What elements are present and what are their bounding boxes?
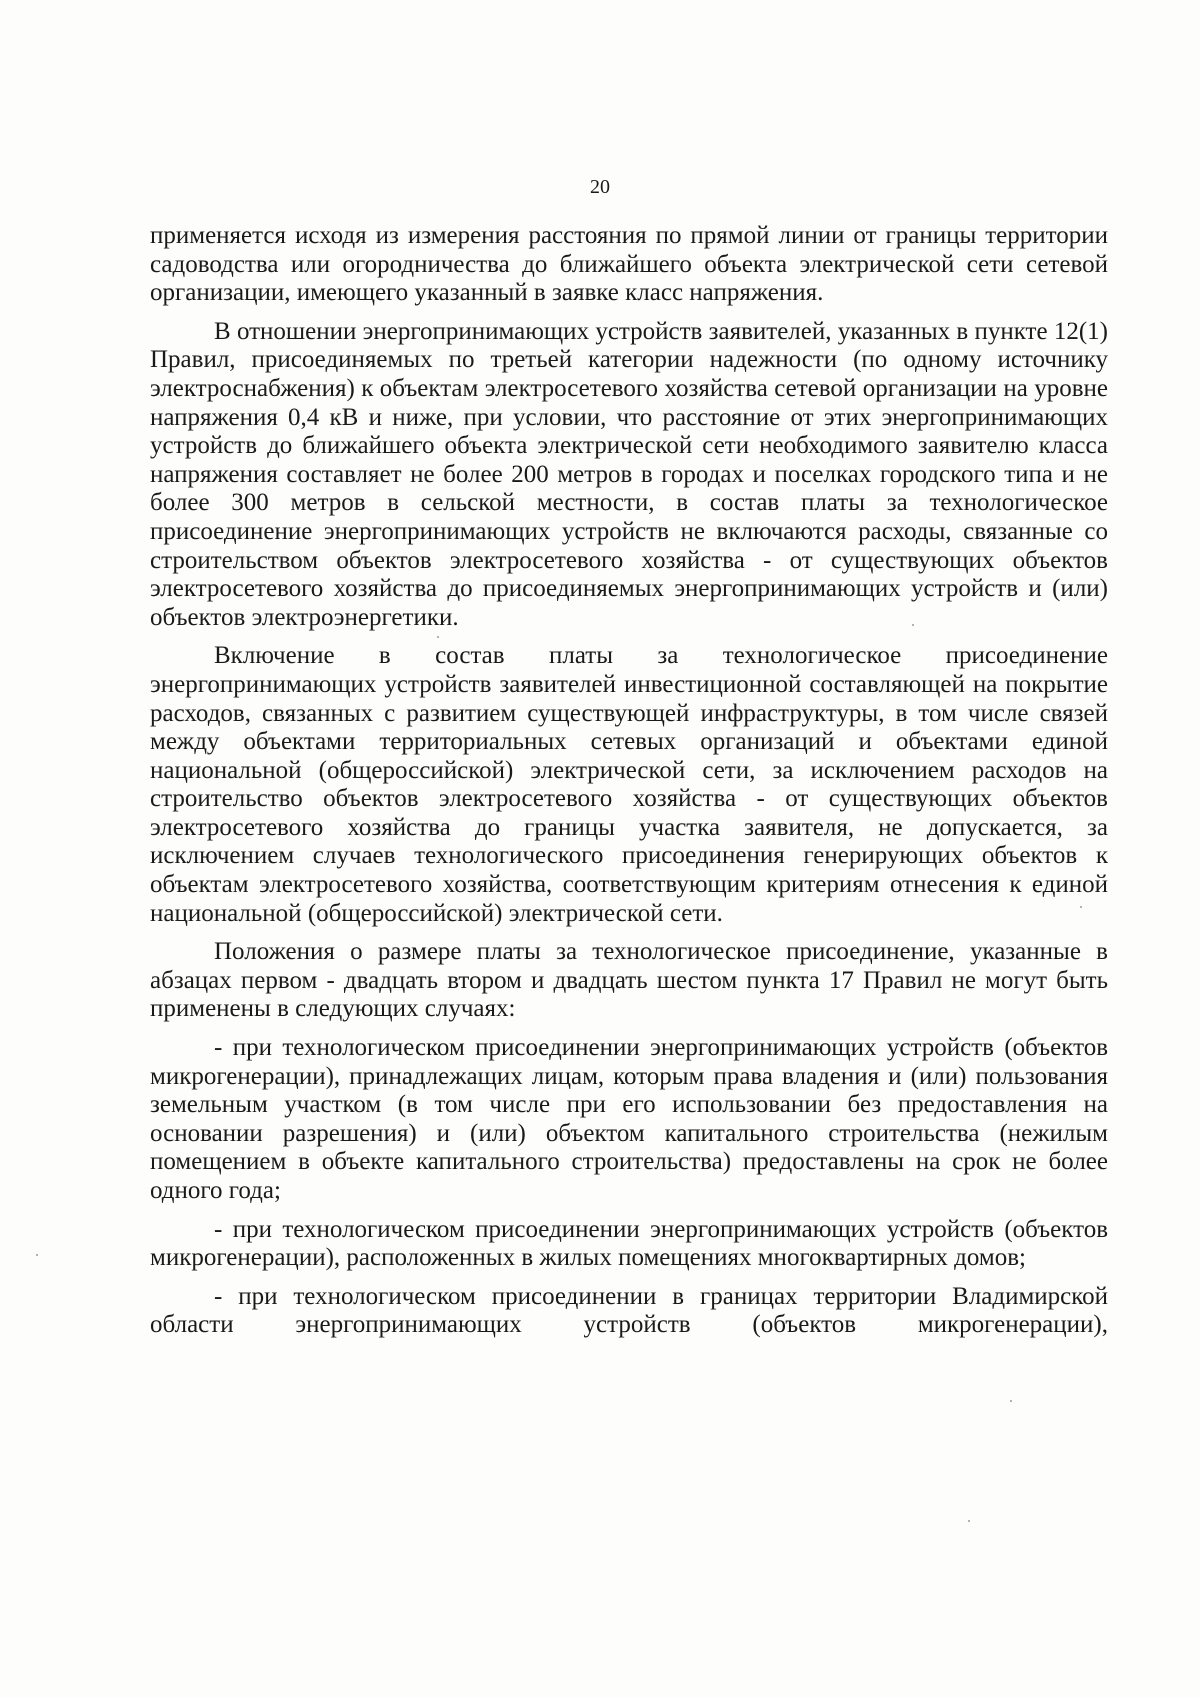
document-body — [150, 222, 1108, 1350]
scan-speck — [912, 624, 914, 626]
paragraph-tariff-exemption: В отношении энергопринимающих устройств заявителей, указанных в пункте 12(1) Правил, присоединяемых по третьей категории надежности (по одному источнику электроснабжения) к объектам электросетевого хозяйства сетевой организации на уровне напряжения 0,4 кВ и ниже, при условии, что расстояние от этих энергопринимающих устройств до ближайшего объекта электрической сети необходимого заявителю класса напряжения составляет не более 200 метров в городах и поселках городского типа и не более 300 метров в сельской местности, в состав платы за технологическое присоединение энергопринимающих устройств не включаются расходы, связанные со строительством объектов электросетевого хозяйства - от существующих объектов электросетевого хозяйства до присоединяемых энергопринимающих устройств и (или) объектов электроэнергетики. — [150, 317, 1108, 631]
scan-speck — [437, 636, 439, 638]
scan-speck — [968, 1520, 970, 1522]
paragraph-continuation: применяется исходя из измерения расстояния по прямой линии от границы территории садоводства или огородничества до ближайшего объекта электрической сети сетевой организации, имеющего указанный в заявке класс напряжения. — [150, 222, 1108, 307]
page-number: 20 — [590, 176, 610, 198]
scan-speck — [1010, 1400, 1012, 1402]
scan-speck — [1080, 906, 1082, 908]
paragraph-investment-component: Включение в состав платы за технологическое присоединение энергопринимающих устройств заявителей инвестиционной составляющей на покрытие расходов, связанных с развитием существующей инфраструктуры, в том числе связей между объектами территориальных сетевых организаций и объектами единой национальной (общероссийской) электрической сети, за исключением расходов на строительство объектов электросетевого хозяйства - от существующих объектов электросетевого хозяйства до границы участка заявителя, не допускается, за исключением случаев технологического присоединения генерирующих объектов к объектам электросетевого хозяйства, соответствующим критериям отнесения к единой национальной (общероссийской) электрической сети. — [150, 642, 1108, 927]
scan-speck — [36, 1254, 38, 1256]
paragraph-fee-provisions: Положения о размере платы за технологическое присоединение, указанные в абзацах первом - двадцать втором и двадцать шестом пункта 17 Правил не могут быть применены в следующих случаях: — [150, 938, 1108, 1023]
list-item-apartment-buildings: - при технологическом присоединении энергопринимающих устройств (объектов микрогенерации), расположенных в жилых помещениях многоквартирных домов; — [150, 1215, 1108, 1272]
list-item-short-term-use: - при технологическом присоединении энергопринимающих устройств (объектов микрогенерации), принадлежащих лицам, которым права владения и (или) пользования земельным участком (в том числе при его использовании без предоставления на основании разрешения) и (или) объектом капитального строительства (нежилым помещением в объекте капитального строительства) предоставлены на срок не более одного года; — [150, 1034, 1108, 1204]
list-item-vladimir-region: - при технологическом присоединении в границах территории Владимирской области энергопринимающих устройств (объектов микрогенерации), — [150, 1282, 1108, 1339]
